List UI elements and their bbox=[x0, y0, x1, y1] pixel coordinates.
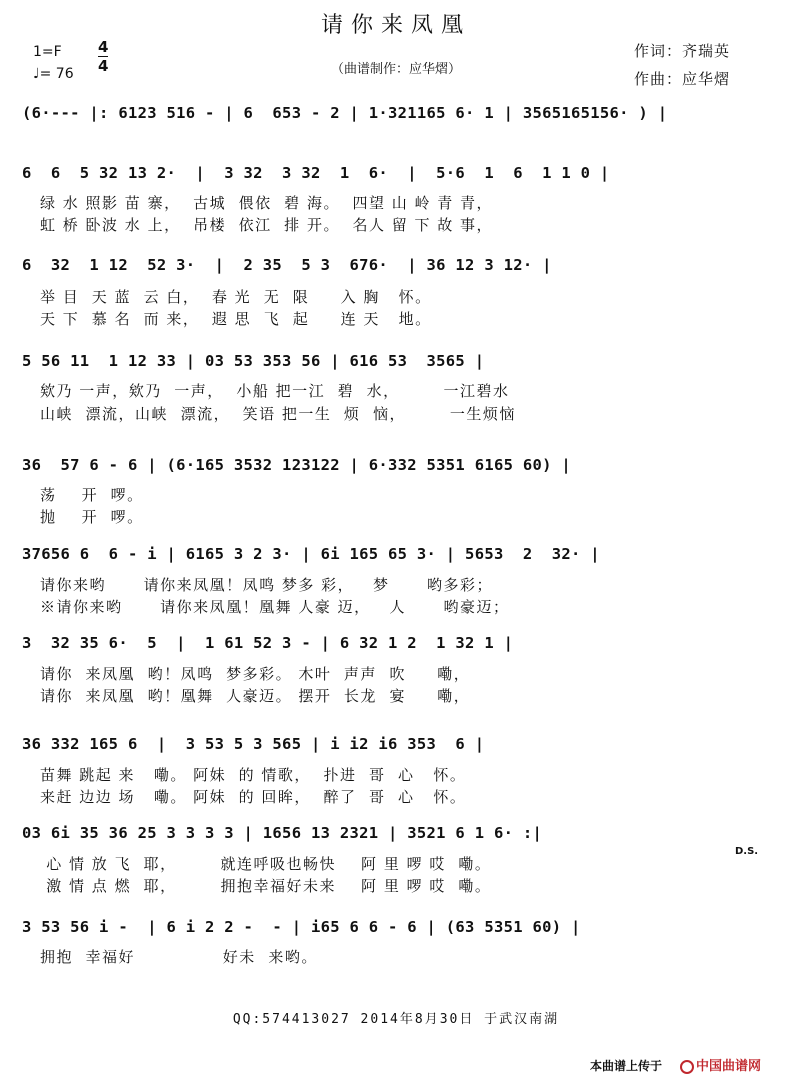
lyricist-credit: 作词：齐瑞英 bbox=[634, 42, 731, 60]
lyric-line-verse1: 苗舞 跳起 来 嘞。 阿妹 的 情歌， 扑进 哥 心 怀。 bbox=[40, 766, 467, 784]
lyric-line-verse2: 山峡 漂流，山峡 漂流， 笑语 把一生 烦 恼， 一生烦恼 bbox=[40, 405, 516, 423]
lyric-line-verse2: 天 下 慕 名 而 来， 遐 思 飞 起 连 天 地。 bbox=[40, 310, 432, 328]
lyric-line-verse2: 激 情 点 燃 耶， 拥抱幸福好未来 阿 里 啰 哎 嘞。 bbox=[40, 877, 492, 895]
footer-credit: QQ:574413027 2014年8月30日 于武汉南湖 bbox=[232, 1012, 560, 1027]
notation-line: 36 332 165 6 | 3 53 5 3 565 | i i2 i6 353 6 | bbox=[22, 735, 485, 753]
notation-line: (6·--- |: 6123 516 - | 6 653 - 2 | 1·321165 6· 1 | 3565165156· ) | bbox=[22, 104, 668, 122]
site-logo[interactable] bbox=[680, 1055, 761, 1074]
lyric-line-verse2: ※请你来哟 请你来凤凰！凰舞 人豪 迈， 人 哟豪迈； bbox=[40, 598, 510, 616]
lyric-line-verse1: 请你来哟 请你来凤凰！凤鸣 梦多 彩， 梦 哟多彩； bbox=[40, 576, 494, 594]
key-signature: 1=F bbox=[33, 44, 62, 60]
lyric-line-verse2: 请你 来凤凰 哟！凰舞 人豪迈。 摆开 长龙 宴 嘞， bbox=[40, 687, 471, 705]
notation-line: 03 6i 35 36 25 3 3 3 3 | 1656 13 2321 | 3521 6 1 6· :| bbox=[22, 824, 543, 842]
lyric-line-verse1: 绿 水 照影 苗 寨， 古城 偎依 碧 海。 四望 山 岭 青 青， bbox=[40, 194, 494, 212]
meter-bottom: 4 bbox=[98, 57, 109, 75]
notation-line: 3 53 56 i - | 6 i 2 2 - - | i65 6 6 - 6 | (63 5351 60) | bbox=[22, 918, 581, 936]
upload-note: 本曲谱上传于 bbox=[590, 1059, 663, 1073]
production-note: （曲谱制作：应华熠） bbox=[330, 62, 461, 77]
notation-line: 5 56 11 1 12 33 | 03 53 353 56 | 616 53 3565 | bbox=[22, 352, 485, 370]
logo-icon bbox=[680, 1060, 694, 1074]
meter-top: 4 bbox=[98, 38, 109, 56]
notation-line: 37656 6 6 - i | 6165 3 2 3· | 6i 165 65 3· | 5653 2 32· | bbox=[22, 545, 600, 563]
notation-line: 6 6 5 32 13 2· | 3 32 3 32 1 6· | 5·6 1 6 1 1 0 | bbox=[22, 164, 610, 182]
lyric-line-verse1: 拥抱 幸福好 好未 来哟。 bbox=[40, 948, 318, 966]
notation-line: 36 57 6 - 6 | (6·165 3532 123122 | 6·332 5351 6165 60) | bbox=[22, 456, 572, 474]
lyric-line-verse2: 抛 开 啰。 bbox=[40, 508, 144, 526]
page-title: 请你来凤凰 bbox=[320, 13, 471, 38]
lyric-line-verse1: 请你 来凤凰 哟！凤鸣 梦多彩。 木叶 声声 吹 嘞， bbox=[40, 665, 471, 683]
ds-marking: D.S. bbox=[735, 846, 759, 857]
lyric-line-verse2: 来赶 边边 场 嘞。 阿妹 的 回眸， 醉了 哥 心 怀。 bbox=[40, 788, 467, 806]
lyric-line-verse1: 心 情 放 飞 耶， 就连呼吸也畅快 阿 里 啰 哎 嘞。 bbox=[40, 855, 492, 873]
composer-credit: 作曲：应华熠 bbox=[634, 70, 731, 88]
notation-line: 3 32 35 6· 5 | 1 61 52 3 - | 6 32 1 2 1 32 1 | bbox=[22, 634, 514, 652]
tempo-marking: ♩= 76 bbox=[33, 66, 74, 82]
lyric-line-verse1: 荡 开 啰。 bbox=[40, 486, 144, 504]
logo-text: 中国曲谱网 bbox=[696, 1059, 762, 1074]
lyric-line-verse1: 举 目 天 蓝 云 白， 春 光 无 限 入 胸 怀。 bbox=[40, 288, 432, 306]
lyric-line-verse2: 虹 桥 卧波 水 上， 吊楼 依江 排 开。 名人 留 下 故 事， bbox=[40, 216, 494, 234]
notation-line: 6 32 1 12 52 3· | 2 35 5 3 676· | 36 12 3 12· | bbox=[22, 256, 552, 274]
lyric-line-verse1: 欸乃 一声，欸乃 一声， 小船 把一江 碧 水， 一江碧水 bbox=[40, 382, 510, 400]
